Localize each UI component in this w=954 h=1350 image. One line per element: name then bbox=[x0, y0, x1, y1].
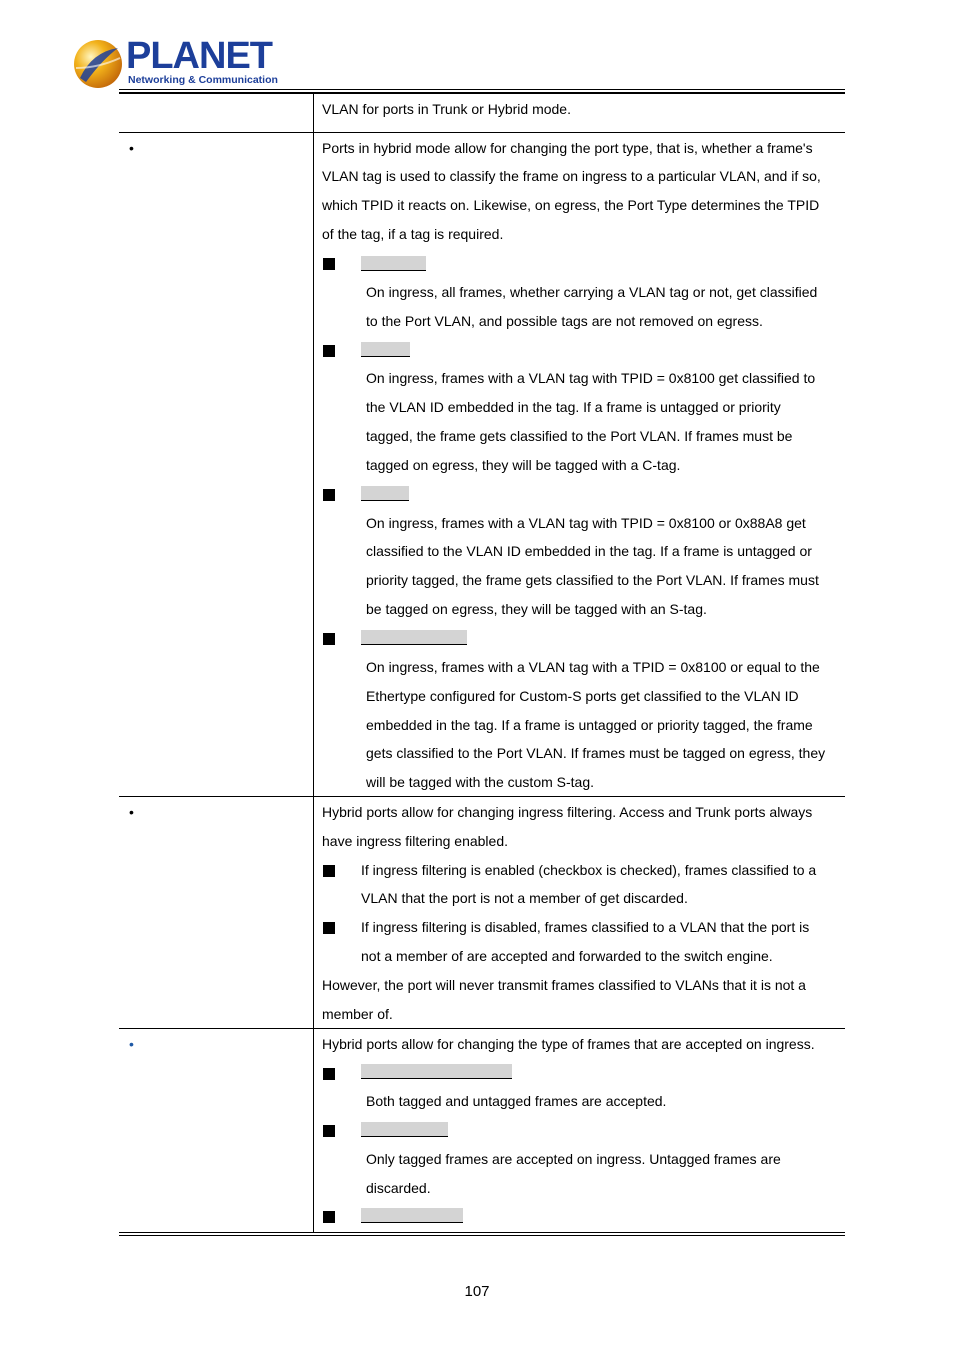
option-desc: discarded. bbox=[366, 1180, 431, 1196]
row3-intro: Hybrid ports allow for changing ingress filtering. Access and Trunk ports always bbox=[322, 804, 813, 820]
option-desc: be tagged on egress, they will be tagged with an S-tag. bbox=[366, 601, 707, 617]
square-bullet-icon bbox=[323, 489, 335, 501]
option-desc: will be tagged with the custom S-tag. bbox=[366, 774, 595, 790]
filter-item: not a member of are accepted and forwarded to the switch engine. bbox=[361, 948, 773, 964]
option-desc: tagged, the frame gets classified to the Port VLAN. If frames must be bbox=[366, 428, 793, 444]
option-desc: priority tagged, the frame gets classified to the Port VLAN. If frames must bbox=[366, 572, 819, 588]
table-bottom-border bbox=[119, 1232, 845, 1233]
globe-icon bbox=[72, 38, 124, 90]
option-desc: On ingress, frames with a VLAN tag with TPID = 0x8100 get classified to bbox=[366, 370, 816, 386]
option-label-bar bbox=[361, 342, 410, 357]
square-bullet-icon bbox=[323, 922, 335, 934]
square-bullet-icon bbox=[323, 345, 335, 357]
brand-tagline: Networking & Communication bbox=[128, 74, 278, 86]
row2-intro: which TPID it reacts on. Likewise, on egress, the Port Type determines the TPID bbox=[322, 197, 820, 213]
filter-item: If ingress filtering is enabled (checkbox is checked), frames classified to a bbox=[361, 862, 817, 878]
option-label-bar bbox=[361, 630, 467, 645]
filter-item: VLAN that the port is not a member of get discarded. bbox=[361, 890, 688, 906]
option-desc: embedded in the tag. If a frame is untagged or priority tagged, the frame bbox=[366, 717, 813, 733]
option-desc: gets classified to the Port VLAN. If frames must be tagged on egress, they bbox=[366, 745, 826, 761]
square-bullet-icon bbox=[323, 1211, 335, 1223]
row4-bullet: • bbox=[129, 1036, 134, 1052]
row2-bullet: • bbox=[129, 140, 134, 156]
filter-item: If ingress filtering is disabled, frames classified to a VLAN that the port is bbox=[361, 919, 810, 935]
square-bullet-icon bbox=[323, 258, 335, 270]
row4-intro: Hybrid ports allow for changing the type of frames that are accepted on ingress. bbox=[322, 1036, 815, 1052]
option-label-bar bbox=[361, 256, 426, 271]
row3-outro: member of. bbox=[322, 1006, 393, 1022]
square-bullet-icon bbox=[323, 865, 335, 877]
square-bullet-icon bbox=[323, 1068, 335, 1080]
row-divider bbox=[119, 796, 845, 797]
planet-logo bbox=[72, 35, 278, 90]
square-bullet-icon bbox=[323, 633, 335, 645]
column-divider bbox=[313, 94, 314, 1233]
option-desc: tagged on egress, they will be tagged with a C-tag. bbox=[366, 457, 681, 473]
row2-intro: Ports in hybrid mode allow for changing the port type, that is, whether a frame's bbox=[322, 140, 813, 156]
option-desc: Only tagged frames are accepted on ingress. Untagged frames are bbox=[366, 1151, 781, 1167]
option-desc: On ingress, frames with a VLAN tag with a TPID = 0x8100 or equal to the bbox=[366, 659, 820, 675]
page-number: 107 bbox=[464, 1283, 490, 1300]
row2-intro: of the tag, if a tag is required. bbox=[322, 226, 504, 242]
row3-outro: However, the port will never transmit frames classified to VLANs that it is not a bbox=[322, 977, 806, 993]
header-rule bbox=[119, 89, 845, 90]
row-divider bbox=[119, 1028, 845, 1029]
option-desc: Ethertype configured for Custom-S ports get classified to the VLAN ID bbox=[366, 688, 799, 704]
table-bottom-border bbox=[119, 1235, 845, 1236]
row3-bullet: • bbox=[129, 804, 134, 820]
option-desc: the VLAN ID embedded in the tag. If a frame is untagged or priority bbox=[366, 399, 781, 415]
table-top-border bbox=[119, 92, 845, 94]
option-label-bar bbox=[361, 1122, 448, 1137]
row-divider bbox=[119, 132, 845, 133]
row3-intro: have ingress filtering enabled. bbox=[322, 833, 509, 849]
row2-intro: VLAN tag is used to classify the frame on ingress to a particular VLAN, and if so, bbox=[322, 168, 821, 184]
row1-text: VLAN for ports in Trunk or Hybrid mode. bbox=[322, 101, 571, 117]
option-label-bar bbox=[361, 486, 409, 501]
option-desc: On ingress, frames with a VLAN tag with TPID = 0x8100 or 0x88A8 get bbox=[366, 515, 806, 531]
brand-name: PLANET bbox=[126, 35, 272, 77]
option-label-bar bbox=[361, 1208, 463, 1223]
option-desc: to the Port VLAN, and possible tags are not removed on egress. bbox=[366, 313, 763, 329]
square-bullet-icon bbox=[323, 1125, 335, 1137]
option-desc: classified to the VLAN ID embedded in the tag. If a frame is untagged or bbox=[366, 543, 812, 559]
option-label-bar bbox=[361, 1064, 512, 1079]
option-desc: On ingress, all frames, whether carrying a VLAN tag or not, get classified bbox=[366, 284, 818, 300]
option-desc: Both tagged and untagged frames are accepted. bbox=[366, 1093, 667, 1109]
